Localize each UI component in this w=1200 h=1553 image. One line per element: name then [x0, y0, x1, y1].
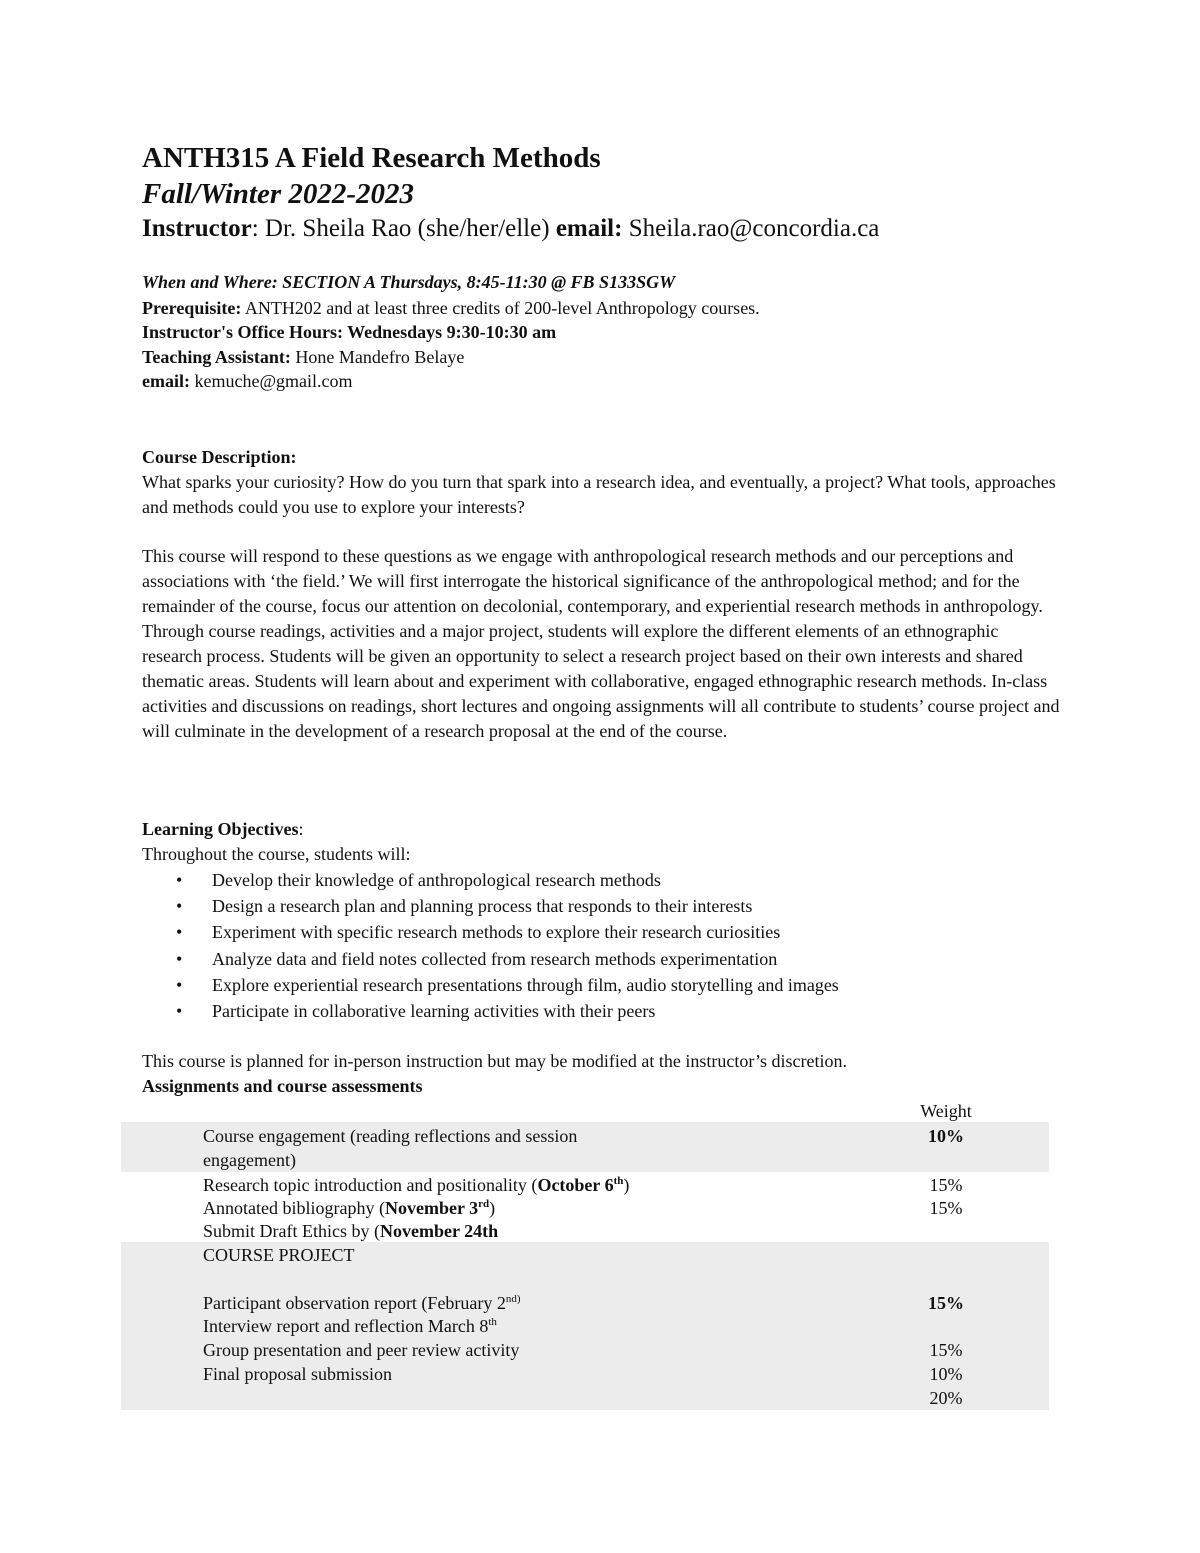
instructor-colon: :	[251, 215, 259, 242]
course-project-heading: COURSE PROJECT	[203, 1245, 355, 1265]
prereq-value: ANTH202 and at least three credits of 200-level Anthropology courses.	[241, 298, 760, 318]
list-item: • Experiment with specific research methods to explore their research curiosities	[142, 919, 839, 945]
prereq-label: Prerequisite:	[142, 298, 242, 318]
ta-label: Teaching Assistant:	[142, 347, 291, 367]
bullet-icon: •	[176, 1001, 183, 1022]
list-item: • Analyze data and field notes collected from research methods experimentation	[142, 946, 839, 972]
list-item: • Design a research plan and planning process that responds to their interests	[142, 893, 839, 919]
bullet-icon: •	[176, 896, 183, 917]
table-row: Group presentation and peer review activity	[203, 1340, 520, 1360]
weight-cell: 15%	[929, 1175, 963, 1195]
learning-objectives-heading: Learning Objectives	[142, 819, 299, 839]
instructor-email-label: email:	[555, 215, 623, 242]
course-description-heading: Course Description:	[142, 447, 297, 467]
list-item: • Explore experiential research presentations through film, audio storytelling and images	[142, 972, 839, 998]
learning-objectives-heading-line	[142, 817, 304, 841]
assessments-heading: Assignments and course assessments	[142, 1076, 423, 1096]
when-where: When and Where: SECTION A Thursdays, 8:45-11:30 @ FB S133SGW	[142, 272, 676, 292]
course-description-p2: This course will respond to these questions as we engage with anthropological research methods and our perceptions and associations with ‘the field.’ We will first interrogate the historical significance of the anthropological method; and for the remainder of the course, focus our attention on decolonial, contemporary, and experiential research methods in anthropology. Through course readings, activities and a major project, students will explore the different elements of an ethnographic research process. Students will be given an opportunity to select a research project based on their own interests and shared thematic areas. Students will learn about and experiment with collaborative, engaged ethnographic research methods. In-class activities and discussions on readings, short lectures and ongoing assignments will all contribute to students’ course project and will culminate in the development of a research proposal at the end of the course.	[142, 546, 1060, 741]
weight-header: Weight	[920, 1101, 972, 1121]
bullet-icon: •	[176, 974, 183, 995]
ta-name: Hone Mandefro Belaye	[290, 347, 465, 367]
instructor-label: Instructor	[142, 215, 252, 242]
course-term: Fall/Winter 2022-2023	[142, 178, 415, 210]
weight-cell: 15%	[929, 1340, 963, 1360]
instructor-line	[142, 215, 879, 243]
objectives-list	[142, 867, 839, 1024]
table-row: Final proposal submission	[203, 1364, 393, 1384]
weight-cell: 15%	[929, 1198, 963, 1218]
objectives-intro: Throughout the course, students will:	[142, 844, 411, 864]
teaching-assistant-line	[142, 345, 464, 369]
table-row: Participant observation report (February $2^{nd)}$	[203, 1293, 521, 1313]
instructor-email: Sheila.rao@concordia.ca	[622, 215, 880, 242]
weight-cell: 10%	[928, 1126, 964, 1146]
learning-objectives-colon: :	[298, 819, 304, 839]
instructor-name: Dr. Sheila Rao (she/her/elle)	[258, 215, 556, 242]
list-item: • Participate in collaborative learning activities with their peers	[142, 998, 839, 1024]
table-row: Annotated bibliography (November 3rd)	[203, 1198, 496, 1218]
table-row: engagement)	[203, 1150, 296, 1170]
bullet-icon: •	[176, 870, 183, 890]
bullet-icon: •	[176, 948, 183, 969]
weight-cell: 15%	[928, 1293, 964, 1313]
course-title: ANTH315 A Field Research Methods	[142, 142, 601, 174]
delivery-note: This course is planned for in-person instruction but may be modified at the instructor’s discretion.	[142, 1051, 848, 1071]
ta-email: kemuche@gmail.com	[189, 371, 353, 391]
prerequisite-line	[142, 296, 760, 320]
table-row: Course engagement (reading reflections and session	[203, 1126, 578, 1146]
table-row: Research topic introduction and positionality (October 6th)	[203, 1175, 630, 1195]
ta-email-line	[142, 369, 353, 393]
ta-email-label: email:	[142, 371, 190, 391]
weight-cell: 20%	[929, 1388, 963, 1408]
office-hours: Instructor's Office Hours: Wednesdays 9:30-10:30 am	[142, 322, 557, 342]
table-row: Interview report and reflection March 8th	[203, 1316, 497, 1336]
list-item: • Develop their knowledge of anthropological research methods	[142, 867, 839, 893]
weight-cell: 10%	[929, 1364, 963, 1384]
bullet-icon: •	[176, 922, 183, 943]
course-description-p1: What sparks your curiosity? How do you turn that spark into a research idea, and eventually, a project? What tools, approaches and methods could you use to explore your interests?	[142, 472, 1056, 517]
table-row: Submit Draft Ethics by (November 24th	[203, 1221, 499, 1241]
